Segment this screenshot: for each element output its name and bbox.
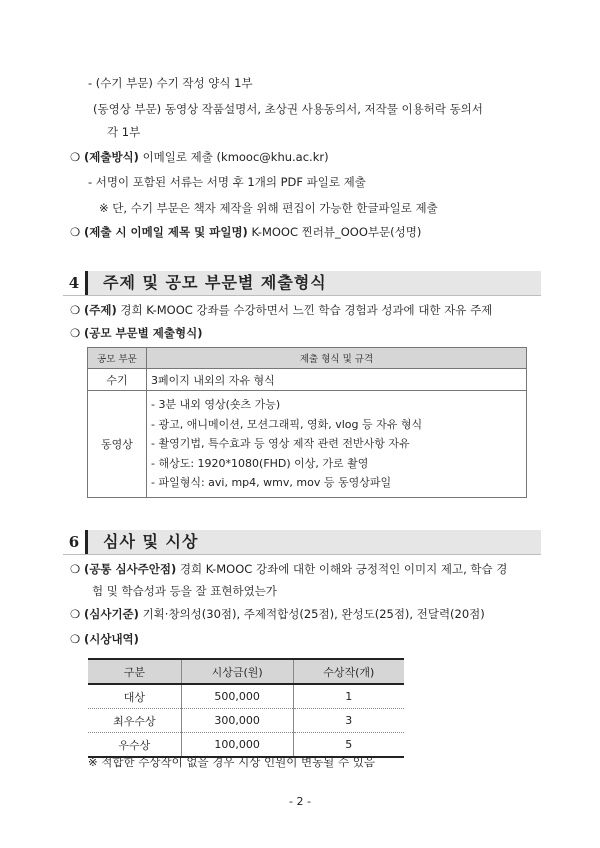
section-number: 6 (63, 530, 88, 554)
category-cell: 수기 (88, 369, 147, 391)
table-cell: 대상 (88, 684, 181, 709)
bullet-review-criteria: ❍ (심사기준) 기획·창의성(30점), 주제적합성(25점), 완성도(25점), 전달력(20점) (70, 607, 485, 621)
spec-item: - 파일형식: avi, mp4, wmv, mov 등 동영상파일 (151, 476, 392, 489)
prize-table (88, 658, 404, 758)
handwritten-format-note: ※ 단, 수기 부문은 책자 제작을 위해 편집이 가능한 한글파일로 제출 (99, 201, 438, 215)
section-header-4 (63, 271, 541, 296)
table-cell: 3 (293, 709, 404, 733)
format-table (87, 347, 527, 498)
form-line-video: (동영상 부문) 동영상 작품설명서, 초상권 사용동의서, 저작물 이용허락 동의서 (93, 102, 483, 116)
table-row (88, 369, 527, 391)
table-row (88, 684, 404, 709)
bullet-submission-format: ❍ (공모 부문별 제출형식) (70, 326, 203, 340)
bullet-theme: ❍ (주제) 경희 K-MOOC 강좌를 수강하면서 느낀 학습 경험과 성과에 대한 자유 주제 (70, 303, 493, 317)
spec-item: - 광고, 애니메이션, 모션그래픽, 영화, vlog 등 자유 형식 (151, 417, 423, 431)
section-number: 4 (63, 271, 88, 295)
table-row (88, 709, 404, 733)
signed-doc-note: - 서명이 포함된 서류는 서명 후 1개의 PDF 파일로 제출 (88, 175, 366, 189)
table-cell: 100,000 (181, 733, 293, 758)
table-cell: 5 (293, 733, 404, 758)
form-line-handwritten: - (수기 부문) 수기 작성 양식 1부 (88, 76, 253, 90)
bullet-review-focus: ❍ (공통 심사주안점) 경희 K-MOOC 강좌에 대한 이해와 긍정적인 이미지 제고, 학습 경 (70, 562, 508, 576)
table-header: 구분 (88, 659, 181, 684)
circle-bullet-icon: ❍ (70, 632, 84, 646)
circle-bullet-icon: ❍ (70, 150, 84, 164)
table-cell: 1 (293, 684, 404, 709)
spec-cell: 3페이지 내외의 자유 형식 (147, 369, 527, 391)
spec-item: - 3분 내외 영상(숏츠 가능) (151, 398, 281, 411)
spec-cell (147, 391, 527, 498)
circle-bullet-icon: ❍ (70, 607, 84, 621)
table-header: 수상작(개) (293, 659, 404, 684)
table-row (88, 391, 527, 498)
bullet-award-details: ❍ (시상내역) (70, 632, 139, 646)
spec-item: - 해상도: 1920*1080(FHD) 이상, 가로 촬영 (151, 456, 369, 470)
circle-bullet-icon: ❍ (70, 562, 84, 576)
form-line-video-cont: 각 1부 (107, 125, 141, 139)
circle-bullet-icon: ❍ (70, 225, 84, 239)
bullet-email-subject: ❍ (제출 시 이메일 제목 및 파일명) K-MOOC 찐러뷰_OOO부문(성명) (70, 225, 422, 239)
spec-item: - 촬영기법, 특수효과 등 영상 제작 관련 전반사항 자유 (151, 437, 410, 450)
table-cell: 300,000 (181, 709, 293, 733)
table-cell: 우수상 (88, 733, 181, 758)
table-header: 시상금(원) (181, 659, 293, 684)
section-title: 주제 및 공모 부문별 제출형식 (103, 273, 327, 292)
circle-bullet-icon: ❍ (70, 326, 84, 340)
section-header-6 (63, 530, 541, 555)
table-cell: 500,000 (181, 684, 293, 709)
table-header: 공모 부문 (88, 348, 147, 369)
table-header: 제출 형식 및 규격 (147, 348, 527, 369)
award-note: ※ 적합한 수상작이 없을 경우 시상 인원이 변동될 수 있음 (88, 755, 375, 769)
section-title: 심사 및 시상 (103, 532, 199, 551)
circle-bullet-icon: ❍ (70, 303, 84, 317)
table-cell: 최우수상 (88, 709, 181, 733)
bullet-submission-method: ❍ (제출방식) 이메일로 제출 (kmooc@khu.ac.kr) (70, 150, 329, 164)
review-focus-cont: 험 및 학습성과 등을 잘 표현하였는가 (92, 584, 277, 598)
page-number: - 2 - (289, 795, 311, 808)
category-cell: 동영상 (88, 391, 147, 498)
